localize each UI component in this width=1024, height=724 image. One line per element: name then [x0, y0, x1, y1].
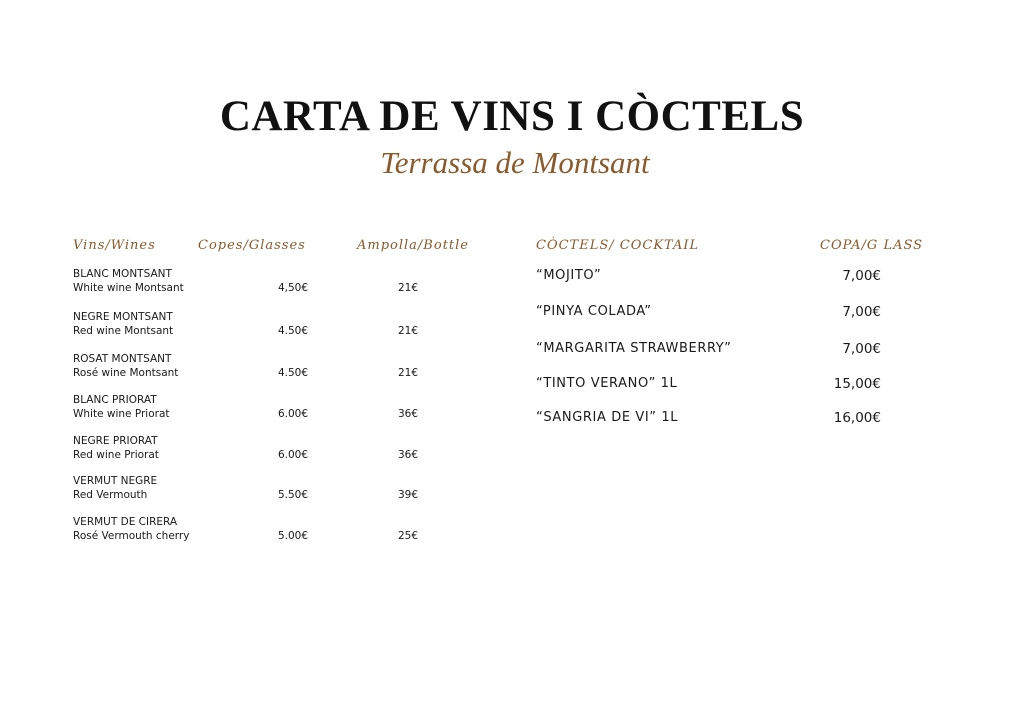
wine-row-blanc-montsant [73, 268, 433, 298]
cocktail-price: 7,00€ [842, 304, 881, 320]
wine-bottle-price: 36€ [397, 408, 418, 420]
wine-name: VERMUT DE CIRERA [73, 516, 178, 528]
wine-row-negre-priorat [73, 435, 433, 465]
wine-row-vermut-de-cirera [73, 516, 433, 546]
wine-glass-price: 5.50€ [277, 489, 308, 501]
cocktail-price: 7,00€ [842, 268, 881, 284]
cocktail-price: 7,00€ [842, 341, 881, 357]
wine-glass-price: 5.00€ [277, 530, 308, 542]
wine-row-rosat-montsant [73, 353, 433, 383]
wine-bottle-price: 21€ [397, 367, 418, 379]
wine-description: Red Vermouth [73, 489, 148, 501]
wine-glass-price: 4,50€ [277, 282, 308, 294]
wines-column-header-glass: Copes/Glasses [198, 238, 306, 253]
cocktail-price: 16,00€ [833, 410, 881, 426]
wines-column-header-name: Vins/Wines [73, 238, 156, 253]
wine-name: BLANC MONTSANT [73, 268, 172, 280]
wine-bottle-price: 21€ [397, 325, 418, 337]
cocktail-name: “MARGARITA STRAWBERRY” [536, 341, 732, 356]
wine-bottle-price: 21€ [397, 282, 418, 294]
wine-row-vermut-negre [73, 475, 433, 505]
wine-name: ROSAT MONTSANT [73, 353, 172, 365]
wine-name: NEGRE MONTSANT [73, 311, 173, 323]
wine-glass-price: 6.00€ [277, 408, 308, 420]
cocktail-name: “PINYA COLADA” [536, 304, 652, 319]
cocktail-name: “TINTO VERANO” 1L [536, 376, 678, 391]
cocktail-row-sangria-de-vi [536, 410, 881, 430]
wine-glass-price: 4.50€ [277, 325, 308, 337]
wine-name: NEGRE PRIORAT [73, 435, 158, 447]
page-title: CARTA DE VINS I CÒCTELS [219, 93, 805, 140]
wine-description: Red wine Priorat [73, 449, 159, 461]
cocktail-name: “SANGRIA DE VI” 1L [536, 410, 679, 425]
cocktails-column-header-name: CÒCTELS/ COCKTAIL [536, 238, 700, 253]
cocktail-row-margarita-strawberry [536, 341, 881, 361]
wine-description: Rosé wine Montsant [73, 367, 179, 379]
wines-column-header-bottle: Ampolla/Bottle [357, 238, 469, 253]
wine-glass-price: 6.00€ [277, 449, 308, 461]
cocktail-row-mojito [536, 268, 881, 288]
wine-bottle-price: 25€ [397, 530, 418, 542]
cocktail-price: 15,00€ [833, 376, 881, 392]
wine-description: White wine Montsant [73, 282, 184, 294]
wine-description: Red wine Montsant [73, 325, 174, 337]
wine-row-negre-montsant [73, 311, 433, 341]
cocktail-name: “MOJITO” [536, 268, 602, 283]
page-subtitle: Terrassa de Montsant [380, 145, 650, 180]
wine-description: Rosé Vermouth cherry [73, 530, 190, 542]
wine-glass-price: 4.50€ [277, 367, 308, 379]
wine-bottle-price: 39€ [397, 489, 418, 501]
wine-description: White wine Priorat [73, 408, 170, 420]
wine-bottle-price: 36€ [397, 449, 418, 461]
cocktail-row-tinto-verano [536, 376, 881, 396]
wine-name: VERMUT NEGRE [73, 475, 158, 487]
wine-row-blanc-priorat [73, 394, 433, 424]
cocktail-row-pinya-colada [536, 304, 881, 324]
wine-name: BLANC PRIORAT [73, 394, 157, 406]
cocktails-column-header-price: COPA/G LASS [820, 238, 924, 253]
